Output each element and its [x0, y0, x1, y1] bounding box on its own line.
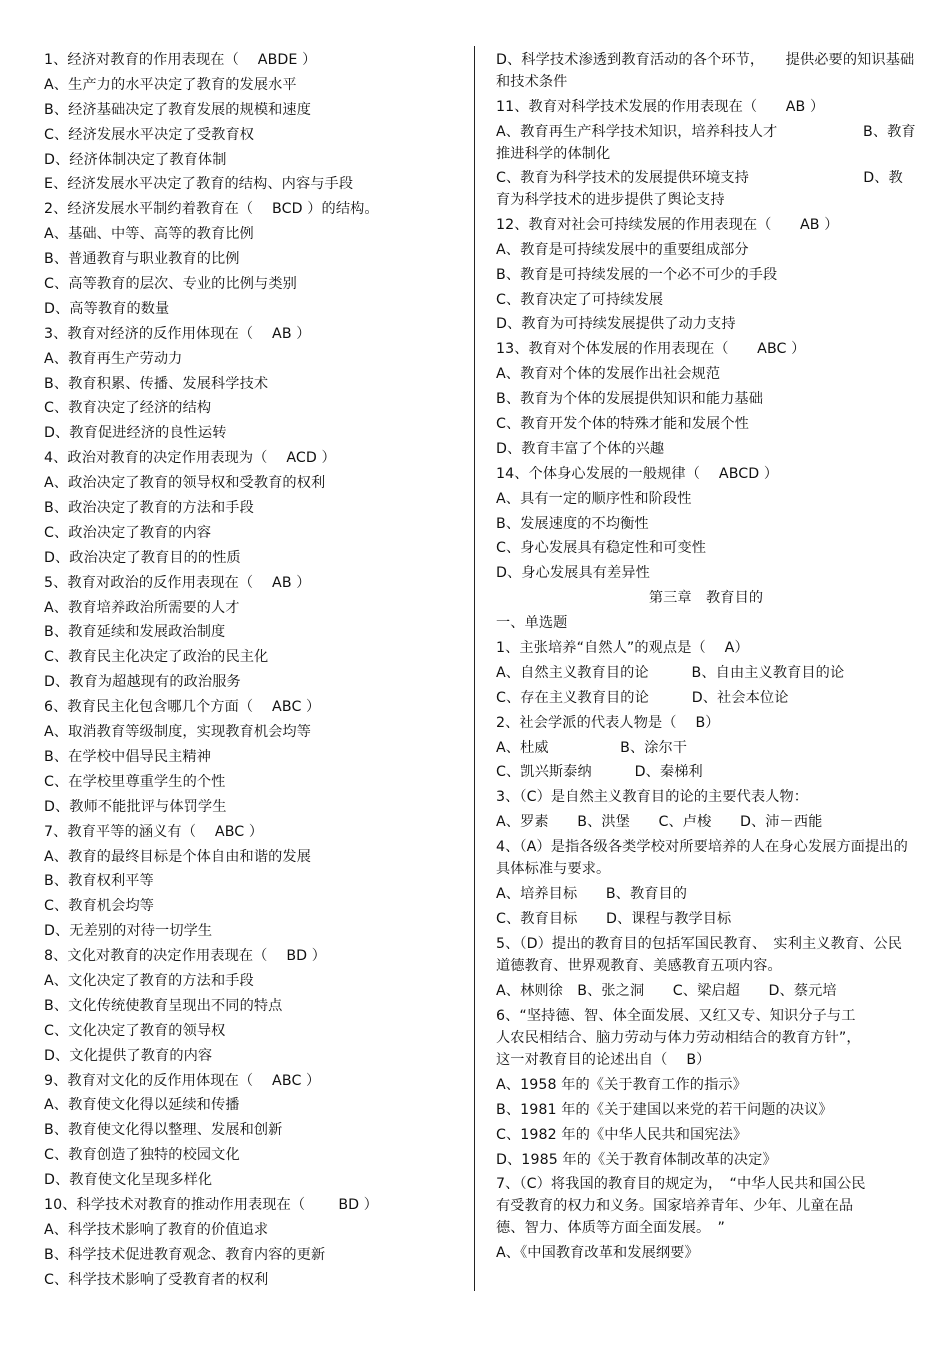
- text-line: D、教育促进经济的良性运转: [44, 425, 227, 442]
- text-line: C、存在主义教育目的论 D、社会本位论: [496, 689, 789, 706]
- text-line: C、教育目标 D、课程与教学目标: [496, 911, 732, 928]
- text-line: C、教育机会均等: [44, 898, 155, 915]
- text-line: 6、教育民主化包含哪几个方面（ ABC ）: [44, 699, 321, 716]
- text-line: C、在学校里尊重学生的个性: [44, 773, 226, 790]
- text-line: 6、“坚持德、智、体全面发展、又红又专、知识分子与工人农民相结合、脑力劳动与体力劳动相结合的教育方针”，这一对教育目的论述出自（ B）: [496, 1007, 861, 1068]
- text-line: B、经济基础决定了教育发展的规模和速度: [44, 101, 312, 118]
- text-line: B、普通教育与职业教育的比例: [44, 251, 240, 268]
- text-line: 12、教育对社会可持续发展的作用表现在（ AB ）: [496, 216, 839, 233]
- text-line: 5、教育对政治的反作用表现在（ AB ）: [44, 574, 311, 591]
- text-line: C、经济发展水平决定了受教育权: [44, 126, 255, 143]
- text-line: C、教育民主化决定了政治的民主化: [44, 649, 269, 666]
- text-line: 10、科学技术对教育的推动作用表现在（ BD ）: [44, 1196, 379, 1213]
- text-line: B、教育是可持续发展的一个必不可少的手段: [496, 266, 778, 283]
- text-line: C、教育开发个体的特殊才能和发展个性: [496, 416, 749, 433]
- text-line: 4、政治对教育的决定作用表现为（ ACD ）: [44, 450, 336, 467]
- chapter-heading: 第三章 教育目的: [648, 590, 764, 607]
- text-line: 1、主张培养“自然人”的观点是（ A）: [496, 640, 749, 657]
- text-line: 14、个体身心发展的一般规律（ ABCD ）: [496, 465, 779, 482]
- text-line: A、教育再生产科学技术知识，培养科技人才 B、教育推进科学的体制化: [496, 123, 916, 162]
- text-line: D、科学技术渗透到教育活动的各个环节， 提供必要的知识基础和技术条件: [496, 52, 915, 90]
- text-line: B、科学技术促进教育观念、教育内容的更新: [44, 1246, 326, 1263]
- text-line: A、林则徐 B、张之洞 C、梁启超 D、蔡元培: [496, 982, 837, 999]
- text-line: E、经济发展水平决定了教育的结构、内容与手段: [44, 176, 354, 193]
- text-line: D、教育使文化呈现多样化: [44, 1172, 213, 1189]
- text-line: 2、经济发展水平制约着教育在（ BCD ）的结构。: [44, 201, 379, 218]
- text-line: C、身心发展具有稳定性和可变性: [496, 540, 707, 557]
- text-line: A、教育再生产劳动力: [44, 350, 183, 367]
- text-line: C、1982 年的《中华人民共和国宪法》: [496, 1126, 748, 1143]
- text-line: 9、教育对文化的反作用体现在（ ABC ）: [44, 1072, 321, 1089]
- text-line: D、文化提供了教育的内容: [44, 1047, 213, 1064]
- text-line: D、1985 年的《关于教育体制改革的决定》: [496, 1151, 777, 1168]
- text-line: D、身心发展具有差异性: [496, 565, 650, 582]
- text-line: 4、（A）是指各级各类学校对所要培养的人在身心发展方面提出的具体标准与要求。: [496, 839, 908, 878]
- text-line: B、政治决定了教育的方法和手段: [44, 500, 254, 517]
- text-line: A、科学技术影响了教育的价值追求: [44, 1221, 269, 1238]
- text-line: 1、经济对教育的作用表现在（ ABDE ）: [44, 52, 317, 68]
- text-line: 3、教育对经济的反作用体现在（ AB ）: [44, 325, 311, 342]
- text-line: C、教育为科学技术的发展提供环境支持 D、教育为科学技术的进步提供了舆论支持: [496, 169, 903, 208]
- text-line: D、教育为超越现有的政治服务: [44, 674, 241, 691]
- text-line: D、教育丰富了个体的兴趣: [496, 440, 665, 457]
- text-line: D、无差别的对待一切学生: [44, 923, 213, 940]
- text-line: B、在学校中倡导民主精神: [44, 748, 211, 765]
- text-line: A、教育培养政治所需要的人才: [44, 599, 240, 616]
- text-line: A、培养目标 B、教育目的: [496, 886, 688, 903]
- text-line: B、教育权利平等: [44, 873, 154, 890]
- text-line: D、政治决定了教育目的的性质: [44, 549, 241, 566]
- text-line: C、教育决定了可持续发展: [496, 291, 664, 308]
- text-line: B、教育延续和发展政治制度: [44, 624, 226, 641]
- left-column: [44, 48, 464, 1293]
- text-line: D、教师不能批评与体罚学生: [44, 798, 227, 815]
- text-line: B、教育积累、传播、发展科学技术: [44, 375, 269, 392]
- text-line: 2、社会学派的代表人物是（ B）: [496, 714, 720, 731]
- text-line: B、1981 年的《关于建国以来党的若干问题的决议》: [496, 1101, 833, 1118]
- text-line: A、罗素 B、洪堡 C、卢梭 D、沛－西能: [496, 814, 823, 831]
- text-line: C、教育决定了经济的结构: [44, 400, 212, 417]
- text-line: 3、（C）是自然主义教育目的论的主要代表人物：: [496, 789, 809, 806]
- text-line: A、取消教育等级制度，实现教育机会均等: [44, 724, 311, 741]
- text-line: A、教育是可持续发展中的重要组成部分: [496, 241, 749, 258]
- text-line: A、教育的最终目标是个体自由和谐的发展: [44, 848, 311, 865]
- right-column: [496, 48, 916, 1266]
- text-line: B、教育使文化得以整理、发展和创新: [44, 1122, 283, 1139]
- text-line: A、《中国教育改革和发展纲要》: [496, 1245, 699, 1262]
- text-line: D、教育为可持续发展提供了动力支持: [496, 316, 736, 333]
- text-line: A、政治决定了教育的领导权和受教育的权利: [44, 475, 326, 492]
- text-line: 5、（D）提出的教育目的包括军国民教育、 实利主义教育、公民道德教育、世界观教育、美感教育五项内容。: [496, 935, 903, 974]
- column-divider: [474, 46, 475, 1291]
- text-line: A、自然主义教育目的论 B、自由主义教育目的论: [496, 664, 845, 681]
- text-line: C、高等教育的层次、专业的比例与类别: [44, 276, 297, 293]
- text-line: A、文化决定了教育的方法和手段: [44, 972, 254, 989]
- text-line: C、凯兴斯泰纳 D、秦梯利: [496, 764, 703, 781]
- text-line: B、发展速度的不均衡性: [496, 515, 649, 532]
- text-line: A、基础、中等、高等的教育比例: [44, 226, 254, 243]
- text-line: D、高等教育的数量: [44, 300, 170, 317]
- text-line: 一、单选题: [496, 615, 568, 632]
- text-line: A、具有一定的顺序性和阶段性: [496, 490, 692, 507]
- text-line: B、教育为个体的发展提供知识和能力基础: [496, 391, 764, 408]
- text-line: 8、文化对教育的决定作用表现在（ BD ）: [44, 948, 327, 965]
- text-line: 7、教育平等的涵义有（ ABC ）: [44, 823, 264, 840]
- text-line: A、杜威 B、涂尔干: [496, 739, 688, 756]
- text-line: 11、教育对科学技术发展的作用表现在（ AB ）: [496, 99, 825, 115]
- text-line: A、生产力的水平决定了教育的发展水平: [44, 76, 297, 93]
- text-line: A、教育使文化得以延续和传播: [44, 1097, 240, 1114]
- text-line: 7、（C）将我国的教育目的规定为， “中华人民共和国公民有受教育的权力和义务。国家培养青年、少年、儿童在品德、智力、体质等方面全面发展。 ”: [496, 1176, 866, 1237]
- text-line: C、教育创造了独特的校园文化: [44, 1147, 240, 1164]
- text-line: A、教育对个体的发展作出社会规范: [496, 366, 721, 383]
- text-line: C、科学技术影响了受教育者的权利: [44, 1271, 269, 1288]
- text-line: 13、教育对个体发展的作用表现在（ ABC ）: [496, 341, 806, 358]
- text-line: A、1958 年的《关于教育工作的指示》: [496, 1076, 747, 1093]
- text-line: B、文化传统使教育呈现出不同的特点: [44, 997, 283, 1014]
- text-line: D、经济体制决定了教育体制: [44, 151, 227, 168]
- text-line: C、文化决定了教育的领导权: [44, 1022, 226, 1039]
- text-line: C、政治决定了教育的内容: [44, 524, 212, 541]
